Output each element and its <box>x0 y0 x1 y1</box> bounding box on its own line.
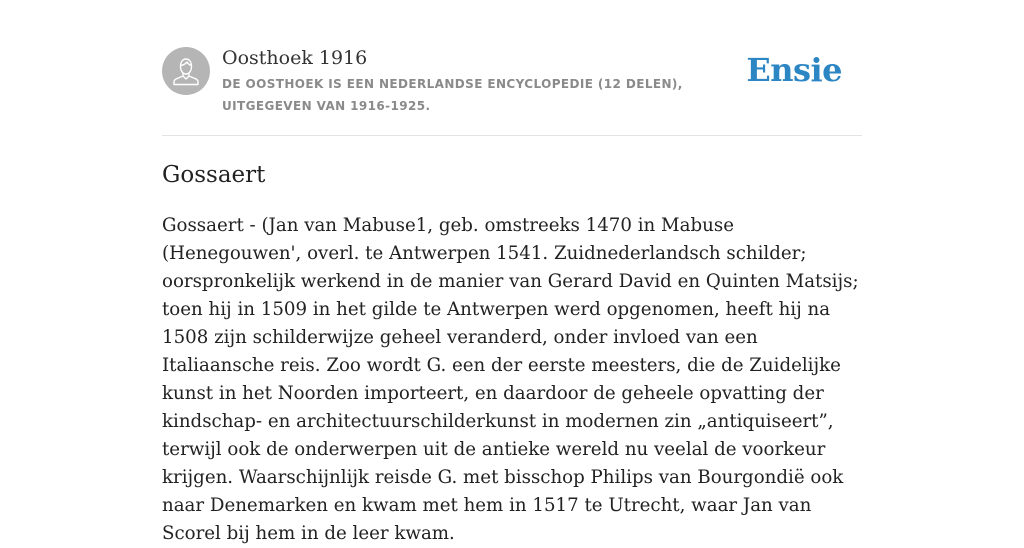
article-body: Gossaert - (Jan van Mabuse1, geb. omstreeks 1470 in Mabuse (Henegouwen', overl. te Antwerpen 1541. Zuidnederlandsch schilder; oorspronkelijk werkend in de manier van Gerard David en Quinten Matsijs; toen hij in 1509 in het gilde te Antwerpen werd opgenomen, heeft hij na 1508 zijn schilderwijze geheel veranderd, onder invloed van een Italiaansche reis. Zoo wordt G. een der eerste meesters, die de Zuidelijke kunst in het Noorden importeert, en daardoor de geheele opvatting der kindschap- en architectuurschilderkunst in modernen zin „antiquiseert”, terwijl ook de onderwerpen uit de antieke wereld nu veelal de voorkeur krijgen. Waarschijnlijk reisde G. met bisschop Philips van Bourgondië ook naar Denemarken en kwam met hem in 1517 te Utrecht, waar Jan van Scorel bij hem in de leer kwam. <box>162 215 859 544</box>
source-avatar[interactable] <box>162 47 210 95</box>
source-header <box>162 46 862 116</box>
article-title: Gossaert <box>162 162 266 188</box>
source-description: DE OOSTHOEK IS EEN NEDERLANDSE ENCYCLOPEDIE (12 DELEN), UITGEGEVEN VAN 1916-1925. <box>222 77 683 113</box>
source-title[interactable]: Oosthoek 1916 <box>222 47 368 69</box>
user-icon <box>162 47 210 95</box>
ensie-logo[interactable]: Ensie <box>746 51 842 89</box>
header-divider <box>162 135 862 136</box>
